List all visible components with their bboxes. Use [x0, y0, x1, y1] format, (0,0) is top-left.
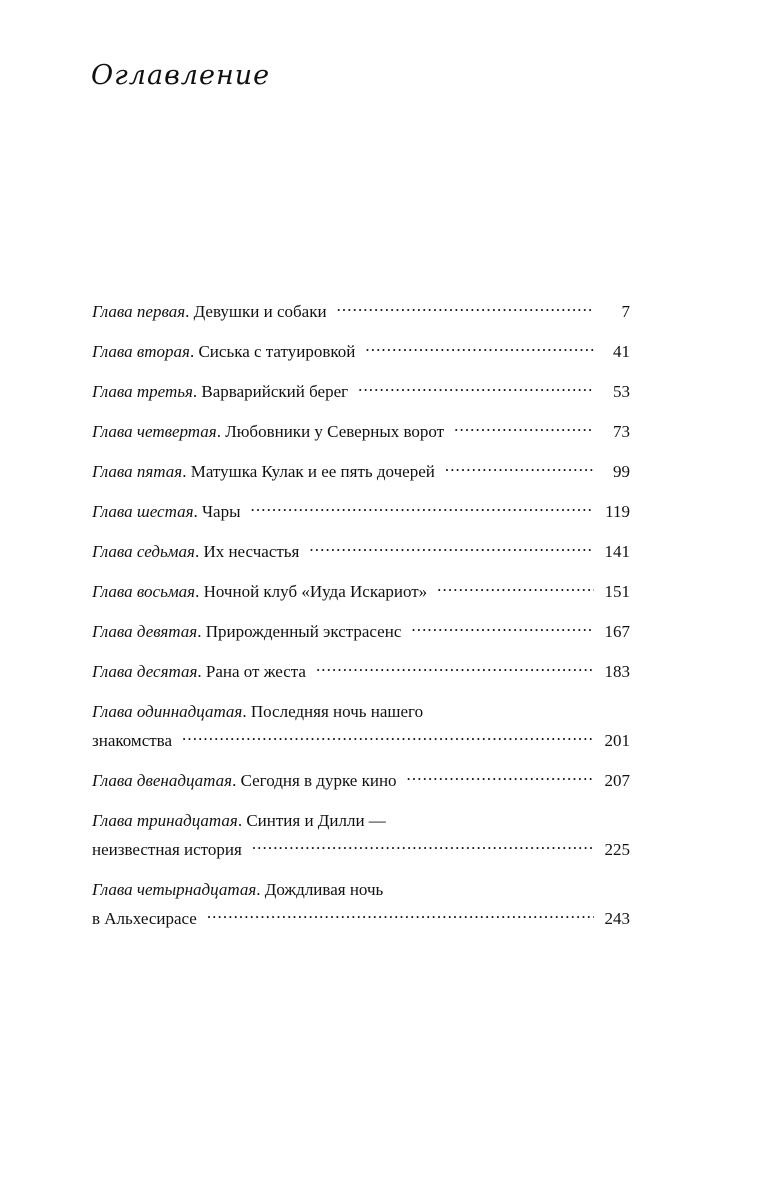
chapter-title: Дождливая ночь	[264, 880, 384, 899]
label-separator: .	[197, 662, 206, 681]
page-number: 53	[613, 382, 630, 401]
toc-entry-6	[92, 497, 630, 526]
page-number: 99	[613, 462, 630, 481]
chapter-label: Глава пятая	[92, 462, 183, 481]
toc-entry-line	[92, 377, 630, 406]
toc-entry-4	[92, 417, 630, 446]
chapter-label: Глава тринадцатая	[92, 811, 238, 830]
chapter-label: Глава вторая	[92, 342, 190, 361]
page-number: 119	[605, 502, 630, 521]
page-number: 207	[604, 771, 630, 790]
page-number: 183	[604, 662, 630, 681]
toc-entry-7	[92, 537, 630, 566]
toc-entry-line	[92, 657, 630, 686]
page-number: 225	[604, 840, 630, 859]
chapter-label: Глава четырнадцатая	[92, 880, 257, 899]
dot-leader	[437, 580, 594, 597]
chapter-title: Последняя ночь нашего	[250, 702, 424, 721]
toc-entry-line	[92, 537, 630, 566]
dot-leader	[252, 838, 594, 855]
page-number: 151	[604, 582, 630, 601]
chapter-label: Глава седьмая	[92, 542, 195, 561]
chapter-title: Ночной клуб «Иуда Искариот»	[203, 582, 428, 601]
toc-entry-2	[92, 337, 630, 366]
toc-entry-10	[92, 657, 630, 686]
chapter-label: Глава шестая	[92, 502, 194, 521]
label-separator: .	[195, 582, 204, 601]
chapter-label: Глава девятая	[92, 622, 198, 641]
table-of-contents	[92, 297, 630, 944]
toc-entry-line	[92, 904, 630, 933]
toc-entry-13	[92, 806, 630, 864]
dot-leader	[207, 907, 594, 924]
label-separator: .	[185, 302, 194, 321]
dot-leader	[316, 660, 594, 677]
page-number: 7	[621, 302, 630, 321]
toc-entry-line	[92, 875, 630, 904]
toc-entry-line	[92, 577, 630, 606]
page-number: 243	[604, 909, 630, 928]
toc-entry-5	[92, 457, 630, 486]
toc-entry-11	[92, 697, 630, 755]
toc-entry-line	[92, 766, 630, 795]
label-separator: .	[256, 880, 265, 899]
toc-entry-line	[92, 726, 630, 755]
label-separator: .	[193, 502, 202, 521]
dot-leader	[251, 500, 594, 517]
chapter-label: Глава четвертая	[92, 422, 217, 441]
toc-entry-14	[92, 875, 630, 933]
label-separator: .	[197, 622, 206, 641]
toc-entry-line	[92, 417, 630, 446]
page-number: 141	[604, 542, 630, 561]
dot-leader	[407, 769, 594, 786]
label-separator: .	[232, 771, 241, 790]
toc-entry-line	[92, 697, 630, 726]
toc-entry-9	[92, 617, 630, 646]
toc-entry-line	[92, 337, 630, 366]
chapter-label: Глава восьмая	[92, 582, 196, 601]
toc-entry-1	[92, 297, 630, 326]
chapter-label: Глава первая	[92, 302, 186, 321]
dot-leader	[365, 340, 594, 357]
chapter-title-continuation: неизвестная история	[92, 840, 242, 859]
page-number: 73	[613, 422, 630, 441]
dot-leader	[454, 420, 594, 437]
page-number: 167	[604, 622, 630, 641]
toc-entry-3	[92, 377, 630, 406]
chapter-label: Глава третья	[92, 382, 193, 401]
page-title: Оглавление	[91, 60, 271, 91]
chapter-title-continuation: знакомства	[92, 731, 173, 750]
chapter-label: Глава десятая	[92, 662, 198, 681]
chapter-label: Глава двенадцатая	[92, 771, 233, 790]
chapter-label: Глава одиннадцатая	[92, 702, 243, 721]
chapter-title: Сегодня в дурке кино	[240, 771, 397, 790]
dot-leader	[337, 300, 594, 317]
label-separator: .	[192, 382, 202, 401]
chapter-title: Чары	[202, 502, 241, 521]
chapter-title: Девушки и собаки	[193, 302, 327, 321]
dot-leader	[358, 380, 594, 397]
toc-entry-line	[92, 497, 630, 526]
chapter-title: Варварийский берег	[201, 382, 349, 401]
toc-entry-line	[92, 457, 630, 486]
toc-entry-12	[92, 766, 630, 795]
label-separator: .	[189, 342, 199, 361]
chapter-title: Любовники у Северных ворот	[225, 422, 445, 441]
page-number: 201	[604, 731, 630, 750]
dot-leader	[411, 620, 594, 637]
dot-leader	[309, 540, 594, 557]
chapter-title: Матушка Кулак и ее пять дочерей	[190, 462, 435, 481]
chapter-title: Рана от жеста	[205, 662, 306, 681]
dot-leader	[445, 460, 594, 477]
toc-entry-line	[92, 806, 630, 835]
chapter-title: Их несчастья	[203, 542, 300, 561]
dot-leader	[182, 729, 594, 746]
label-separator: .	[216, 422, 226, 441]
label-separator: .	[194, 542, 204, 561]
chapter-title: Прирожденный экстрасенс	[205, 622, 402, 641]
toc-entry-line	[92, 835, 630, 864]
label-separator: .	[242, 702, 251, 721]
label-separator: .	[182, 462, 191, 481]
chapter-title: Сиська с татуировкой	[198, 342, 356, 361]
toc-entry-8	[92, 577, 630, 606]
toc-entry-line	[92, 617, 630, 646]
chapter-title-continuation: в Альхесирасе	[92, 909, 197, 928]
toc-entry-line	[92, 297, 630, 326]
chapter-title: Синтия и Дилли —	[246, 811, 386, 830]
page-number: 41	[613, 342, 630, 361]
label-separator: .	[237, 811, 247, 830]
